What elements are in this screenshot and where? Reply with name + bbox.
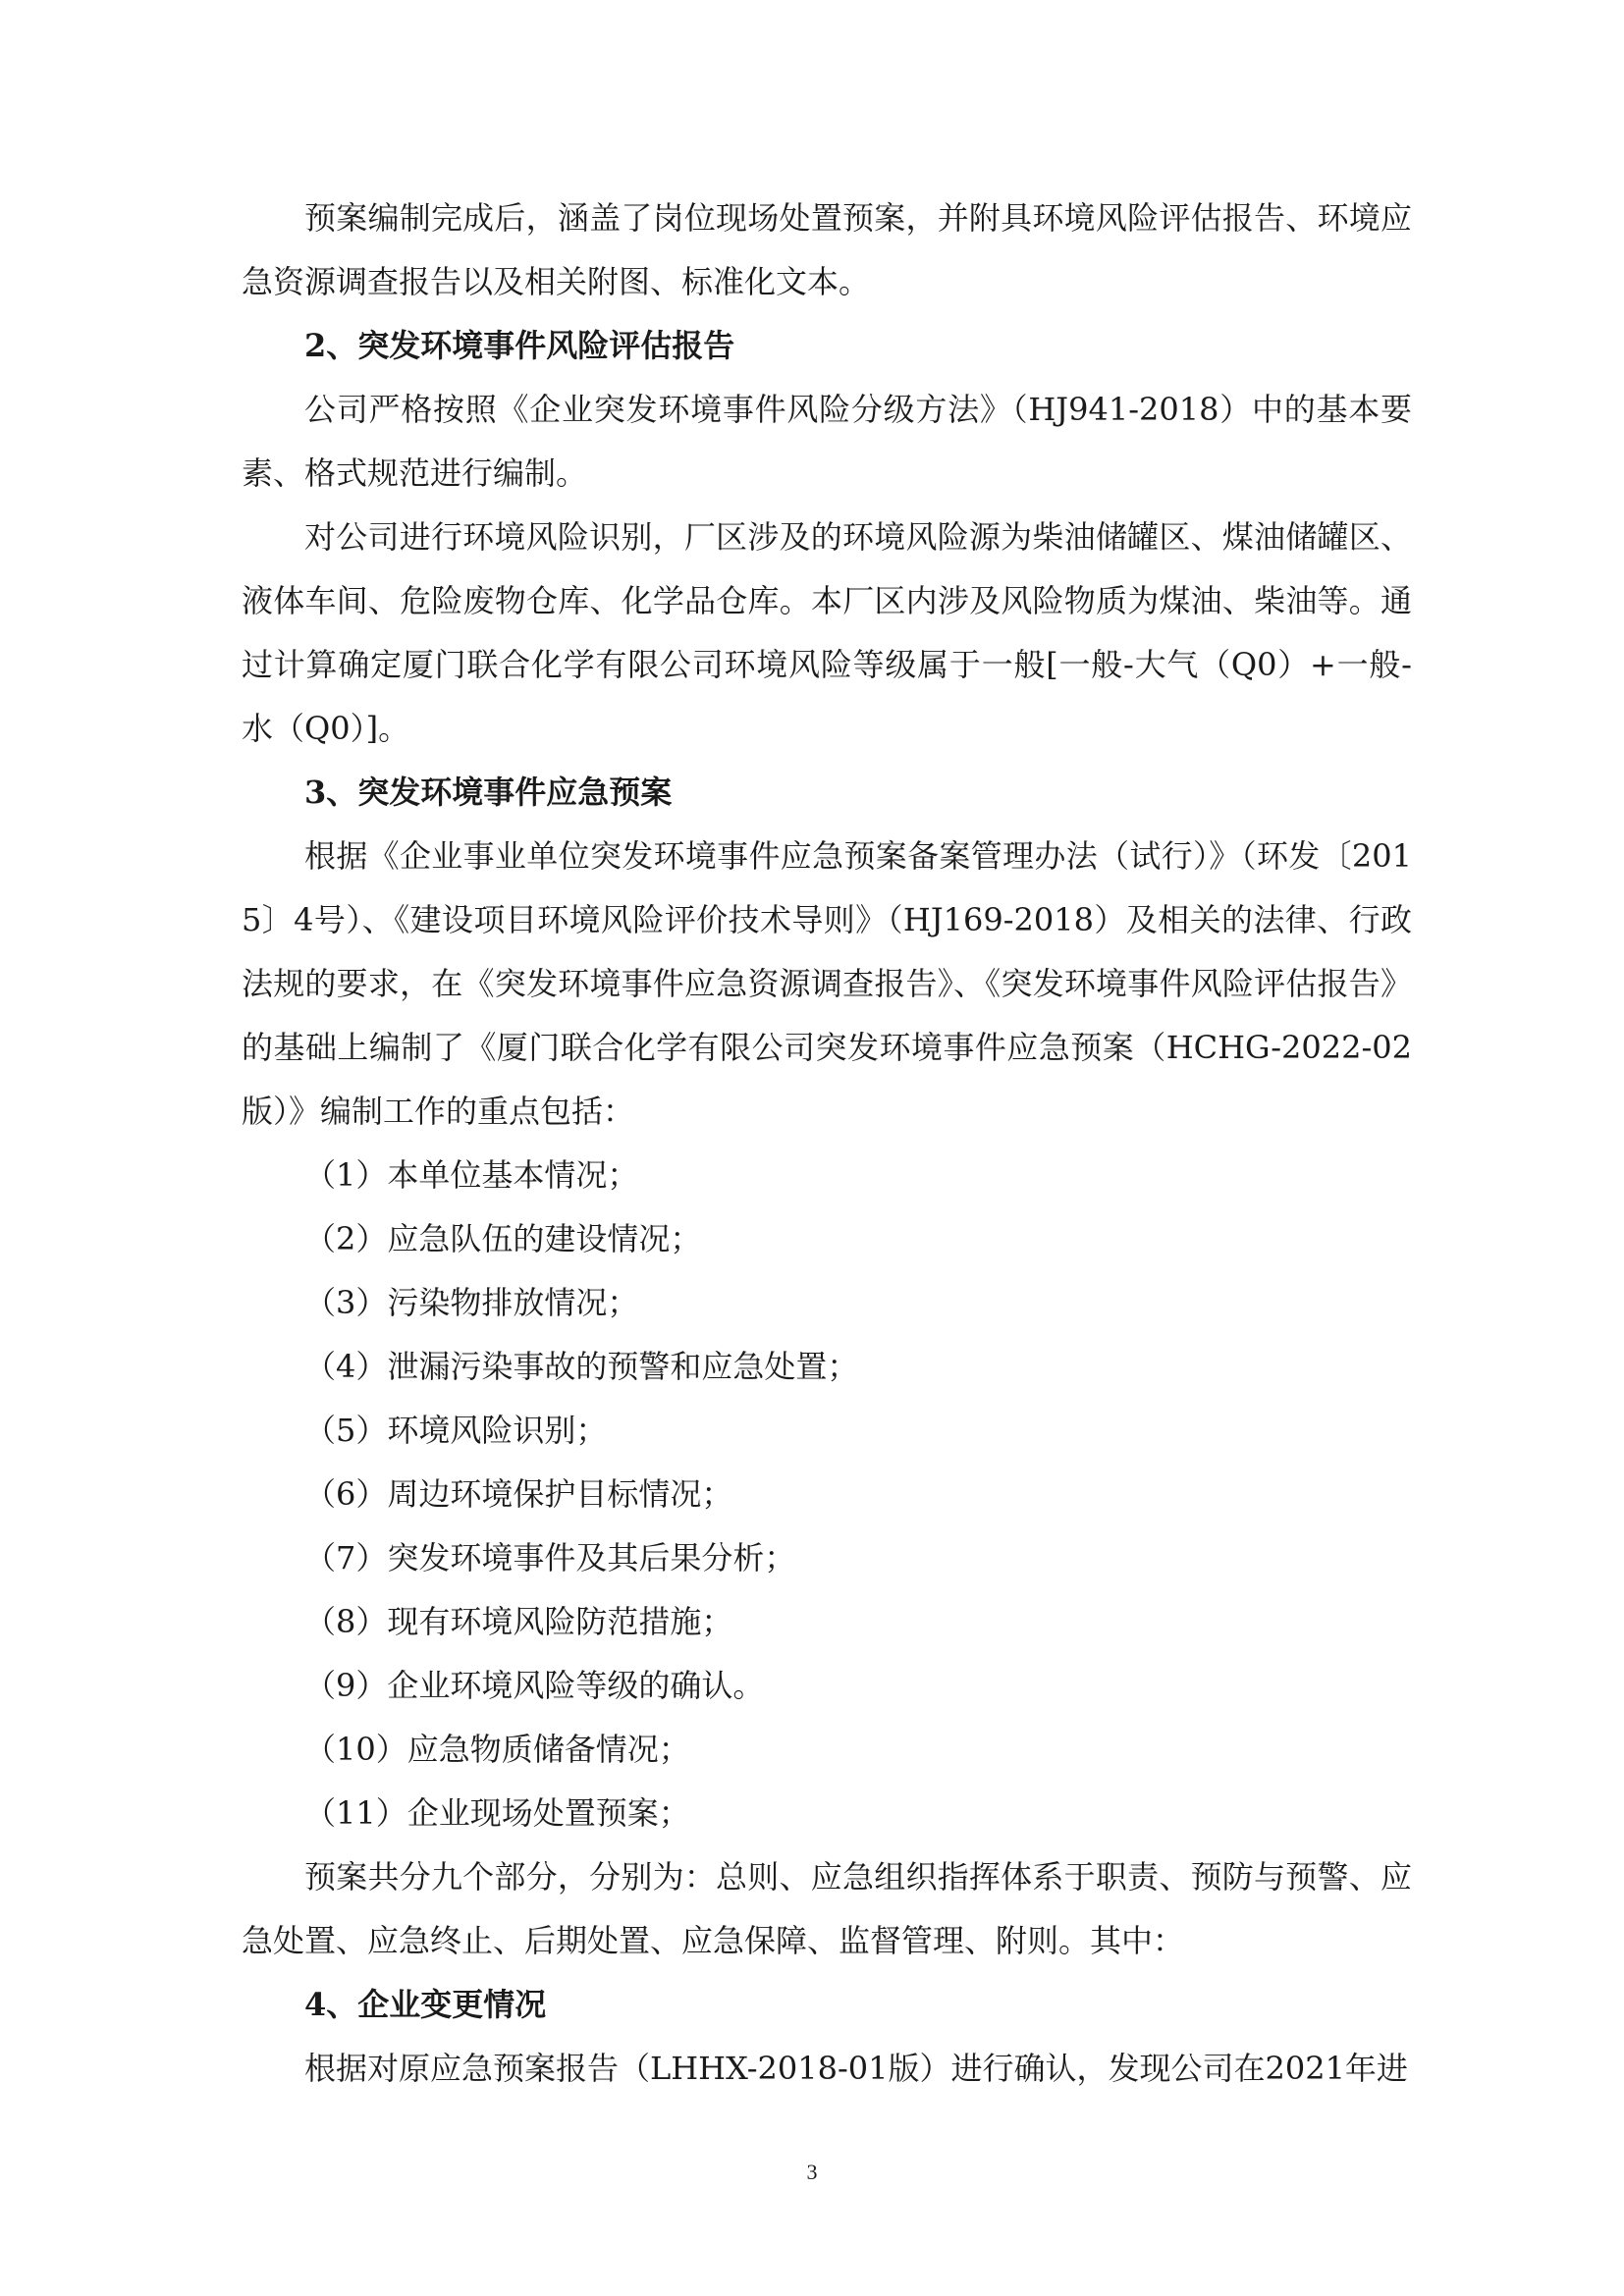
list-item: （1）本单位基本情况； <box>304 1156 639 1194</box>
list-item: （3）污染物排放情况； <box>304 1284 639 1321</box>
page-number: 3 <box>806 2160 818 2184</box>
list-item: （4）泄漏污染事故的预警和应急处置； <box>304 1348 859 1385</box>
document-body <box>242 187 1412 2101</box>
paragraph-plan-compilation: 预案编制完成后，涵盖了岗位现场处置预案，并附具环境风险评估报告、环境应急资源调查报告以及相关附图、标准化文本。 <box>242 199 1412 300</box>
list-item: （7）突发环境事件及其后果分析； <box>304 1539 796 1576</box>
paragraph-plan-structure: 预案共分九个部分，分别为：总则、应急组织指挥体系于职责、预防与预警、应急处置、应急终止、后期处置、应急保障、监督管理、附则。其中： <box>242 1858 1412 1959</box>
list-item: （5）环境风险识别； <box>304 1412 608 1449</box>
list-item: （10）应急物质储备情况； <box>304 1731 690 1768</box>
paragraph-risk-method: 公司严格按照《企业突发环境事件风险分级方法》（HJ941-2018）中的基本要素、格式规范进行编制。 <box>242 391 1412 492</box>
list-item: （8）现有环境风险防范措施； <box>304 1603 733 1640</box>
list-item: （9）企业环境风险等级的确认。 <box>304 1667 765 1704</box>
list-item: （6）周边环境保护目标情况； <box>304 1475 733 1513</box>
paragraph-risk-identification: 对公司进行环境风险识别，厂区涉及的环境风险源为柴油储罐区、煤油储罐区、液体车间、危险废物仓库、化学品仓库。本厂区内涉及风险物质为煤油、柴油等。通过计算确定厦门联合化学有限公司环境风险等级属于一般[一般-大气（Q0）+一般-水（Q0）]。 <box>242 518 1412 747</box>
paragraph-plan-basis: 根据《企业事业单位突发环境事件应急预案备案管理办法（试行）》（环发〔2015〕4号）、《建设项目环境风险评价技术导则》（HJ169-2018）及相关的法律、行政法规的要求，在《突发环境事件应急资源调查报告》、《突发环境事件风险评估报告》的基础上编制了《厦门联合化学有限公司突发环境事件应急预案（HCHG-2022-02版）》编制工作的重点包括： <box>242 837 1412 1130</box>
paragraph-change-confirmation: 根据对原应急预案报告（LHHX-2018-01版）进行确认，发现公司在2021年进 <box>304 2050 1408 2087</box>
heading-risk-assessment: 2、突发环境事件风险评估报告 <box>304 327 735 364</box>
heading-emergency-plan: 3、突发环境事件应急预案 <box>304 774 673 811</box>
list-item: （11）企业现场处置预案； <box>304 1794 690 1832</box>
heading-enterprise-changes: 4、企业变更情况 <box>304 1986 547 2023</box>
list-item: （2）应急队伍的建设情况； <box>304 1220 702 1257</box>
